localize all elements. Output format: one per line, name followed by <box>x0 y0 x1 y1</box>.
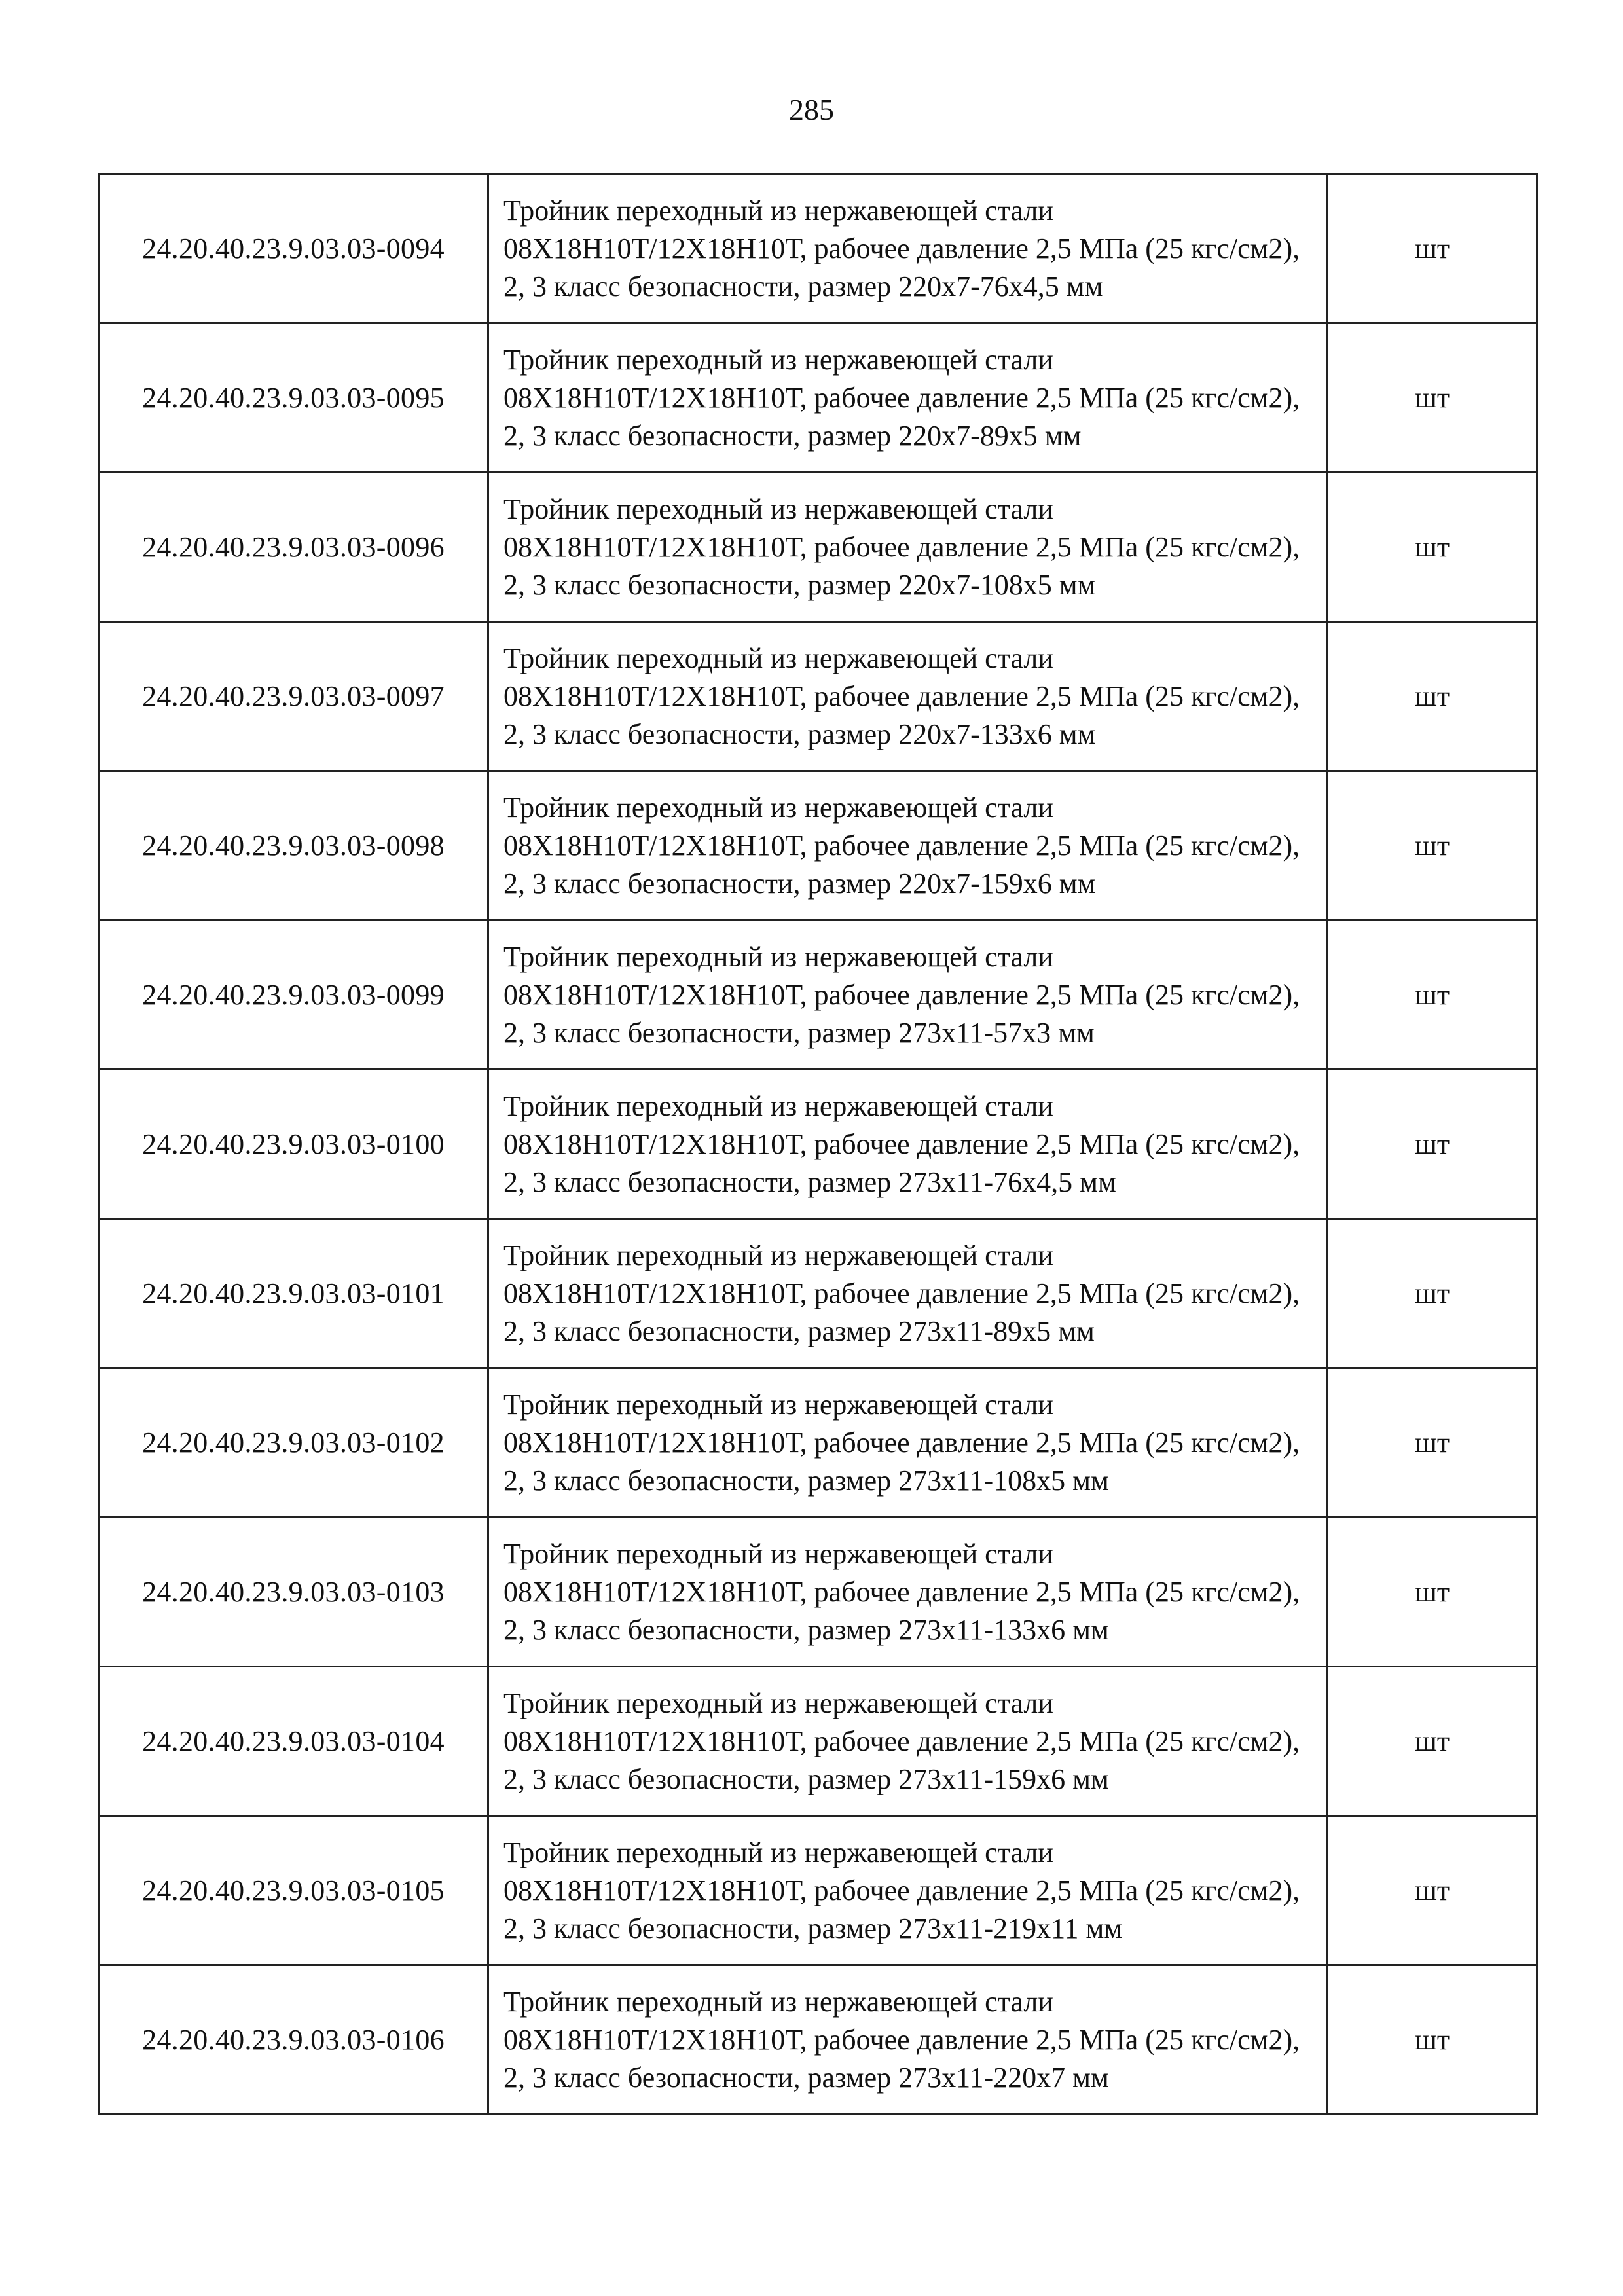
resource-code: 24.20.40.23.9.03.03-0104 <box>99 1667 488 1816</box>
table-row <box>99 1816 1537 1965</box>
unit-of-measure: шт <box>1328 1667 1537 1816</box>
resource-name: Тройник переходный из нержавеющей стали 08Х18Н10Т/12Х18Н10Т, рабочее давление 2,5 МПа (25 кгс/см2), 2, 3 класс безопасности, размер 273х11-159х6 мм <box>488 1667 1328 1816</box>
table-row <box>99 920 1537 1070</box>
page-number: 285 <box>789 93 834 126</box>
unit-of-measure: шт <box>1328 1070 1537 1219</box>
resource-name: Тройник переходный из нержавеющей стали 08Х18Н10Т/12Х18Н10Т, рабочее давление 2,5 МПа (25 кгс/см2), 2, 3 класс безопасности, размер 273х11-133х6 мм <box>488 1518 1328 1667</box>
resource-code: 24.20.40.23.9.03.03-0103 <box>99 1518 488 1667</box>
unit-of-measure: шт <box>1328 1965 1537 2115</box>
unit-of-measure: шт <box>1328 1219 1537 1368</box>
table-row <box>99 622 1537 771</box>
table-row <box>99 1219 1537 1368</box>
resource-name: Тройник переходный из нержавеющей стали 08Х18Н10Т/12Х18Н10Т, рабочее давление 2,5 МПа (25 кгс/см2), 2, 3 класс безопасности, размер 220х7-159х6 мм <box>488 771 1328 920</box>
resource-code: 24.20.40.23.9.03.03-0106 <box>99 1965 488 2115</box>
resource-name: Тройник переходный из нержавеющей стали 08Х18Н10Т/12Х18Н10Т, рабочее давление 2,5 МПа (25 кгс/см2), 2, 3 класс безопасности, размер 273х11-108х5 мм <box>488 1368 1328 1518</box>
unit-of-measure: шт <box>1328 1816 1537 1965</box>
resource-name: Тройник переходный из нержавеющей стали 08Х18Н10Т/12Х18Н10Т, рабочее давление 2,5 МПа (25 кгс/см2), 2, 3 класс безопасности, размер 273х11-220х7 мм <box>488 1965 1328 2115</box>
resource-code: 24.20.40.23.9.03.03-0098 <box>99 771 488 920</box>
resource-code: 24.20.40.23.9.03.03-0094 <box>99 174 488 323</box>
resource-name: Тройник переходный из нержавеющей стали 08Х18Н10Т/12Х18Н10Т, рабочее давление 2,5 МПа (25 кгс/см2), 2, 3 класс безопасности, размер 220х7-89х5 мм <box>488 323 1328 473</box>
unit-of-measure: шт <box>1328 920 1537 1070</box>
resource-code: 24.20.40.23.9.03.03-0095 <box>99 323 488 473</box>
unit-of-measure: шт <box>1328 473 1537 622</box>
table-row <box>99 1667 1537 1816</box>
resource-name: Тройник переходный из нержавеющей стали 08Х18Н10Т/12Х18Н10Т, рабочее давление 2,5 МПа (25 кгс/см2), 2, 3 класс безопасности, размер 220х7-76х4,5 мм <box>488 174 1328 323</box>
unit-of-measure: шт <box>1328 771 1537 920</box>
resource-name: Тройник переходный из нержавеющей стали 08Х18Н10Т/12Х18Н10Т, рабочее давление 2,5 МПа (25 кгс/см2), 2, 3 класс безопасности, размер 273х11-89х5 мм <box>488 1219 1328 1368</box>
resource-code: 24.20.40.23.9.03.03-0100 <box>99 1070 488 1219</box>
resource-code: 24.20.40.23.9.03.03-0096 <box>99 473 488 622</box>
unit-of-measure: шт <box>1328 622 1537 771</box>
resource-name: Тройник переходный из нержавеющей стали 08Х18Н10Т/12Х18Н10Т, рабочее давление 2,5 МПа (25 кгс/см2), 2, 3 класс безопасности, размер 273х11-57х3 мм <box>488 920 1328 1070</box>
resource-name: Тройник переходный из нержавеющей стали 08Х18Н10Т/12Х18Н10Т, рабочее давление 2,5 МПа (25 кгс/см2), 2, 3 класс безопасности, размер 273х11-219х11 мм <box>488 1816 1328 1965</box>
resource-code: 24.20.40.23.9.03.03-0099 <box>99 920 488 1070</box>
unit-of-measure: шт <box>1328 1518 1537 1667</box>
table-row <box>99 771 1537 920</box>
unit-of-measure: шт <box>1328 1368 1537 1518</box>
resource-code: 24.20.40.23.9.03.03-0101 <box>99 1219 488 1368</box>
resource-name: Тройник переходный из нержавеющей стали 08Х18Н10Т/12Х18Н10Т, рабочее давление 2,5 МПа (25 кгс/см2), 2, 3 класс безопасности, размер 220х7-108х5 мм <box>488 473 1328 622</box>
resource-code: 24.20.40.23.9.03.03-0105 <box>99 1816 488 1965</box>
table-row <box>99 1070 1537 1219</box>
unit-of-measure: шт <box>1328 174 1537 323</box>
table-row <box>99 174 1537 323</box>
resource-name: Тройник переходный из нержавеющей стали 08Х18Н10Т/12Х18Н10Т, рабочее давление 2,5 МПа (25 кгс/см2), 2, 3 класс безопасности, размер 273х11-76х4,5 мм <box>488 1070 1328 1219</box>
unit-of-measure: шт <box>1328 323 1537 473</box>
resource-name: Тройник переходный из нержавеющей стали 08Х18Н10Т/12Х18Н10Т, рабочее давление 2,5 МПа (25 кгс/см2), 2, 3 класс безопасности, размер 220х7-133х6 мм <box>488 622 1328 771</box>
table-row <box>99 473 1537 622</box>
table-row <box>99 323 1537 473</box>
table-row <box>99 1518 1537 1667</box>
resource-code: 24.20.40.23.9.03.03-0097 <box>99 622 488 771</box>
table-row <box>99 1368 1537 1518</box>
resource-code: 24.20.40.23.9.03.03-0102 <box>99 1368 488 1518</box>
materials-table <box>98 173 1538 2115</box>
table-row <box>99 1965 1537 2115</box>
